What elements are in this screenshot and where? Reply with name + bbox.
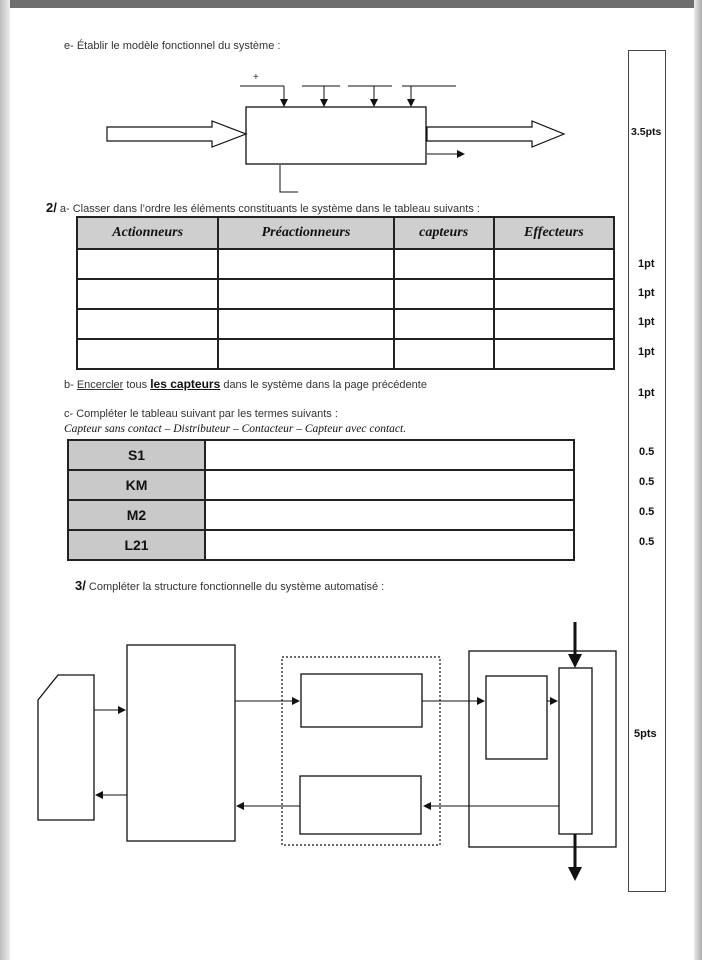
main-input-arrow: [107, 121, 246, 147]
terms-table: [67, 439, 575, 561]
answer-cell[interactable]: [205, 500, 574, 530]
answer-cell[interactable]: [218, 309, 393, 339]
bottom-lead: [280, 165, 298, 192]
answer-cell[interactable]: [494, 279, 614, 309]
points-section-3: 5pts: [634, 728, 657, 740]
points-km: 0.5: [639, 476, 655, 488]
section-2-c-text: c- Compléter le tableau suivant par les termes suivants :: [64, 408, 338, 420]
answer-cell[interactable]: [394, 279, 494, 309]
answer-cell[interactable]: [77, 249, 218, 279]
section-2-a-text: a- Classer dans l’ordre les éléments constituants le système dans le tableau suivants :: [59, 203, 480, 215]
answer-cell[interactable]: [77, 279, 218, 309]
section-2-a-line: [46, 200, 480, 215]
label-km: KM: [68, 470, 205, 500]
points-row-4: 1pt: [638, 346, 655, 358]
section-2-number: 2/: [46, 200, 57, 215]
header-actionneurs: Actionneurs: [77, 217, 218, 249]
answer-cell[interactable]: [77, 339, 218, 369]
plus-sign: +: [253, 72, 259, 83]
operative-column-box: [559, 668, 592, 834]
answer-cell[interactable]: [218, 339, 393, 369]
operative-left-box: [486, 676, 547, 759]
b-underlined-word: Encercler: [76, 379, 124, 391]
section-3-line: [75, 578, 384, 593]
table-row: [68, 530, 574, 560]
header-capteurs: capteurs: [394, 217, 494, 249]
answer-cell[interactable]: [394, 249, 494, 279]
classification-table: [76, 216, 615, 370]
table-row: [77, 279, 614, 309]
header-preactionneurs: Préactionneurs: [218, 217, 393, 249]
b-prefix: b-: [64, 379, 74, 391]
points-column: [628, 50, 666, 892]
answer-cell[interactable]: [205, 440, 574, 470]
table-row: [77, 309, 614, 339]
points-row-2: 1pt: [638, 287, 655, 299]
section-2-b-line: [64, 377, 427, 391]
answer-cell[interactable]: [218, 279, 393, 309]
b-mid: tous: [123, 379, 151, 391]
interface-upper-box: [301, 674, 422, 727]
section-2-c-terms: Capteur sans contact – Distributeur – Contacteur – Capteur avec contact.: [64, 423, 407, 435]
points-s1: 0.5: [639, 446, 655, 458]
section-e-title: e- Établir le modèle fonctionnel du système :: [64, 40, 281, 52]
functional-model-diagram: [107, 86, 564, 192]
header-effecteurs: Effecteurs: [494, 217, 614, 249]
b-bold-capteurs: les capteurs: [150, 377, 221, 391]
points-section-e: 3.5pts: [631, 126, 662, 138]
label-l21: L21: [68, 530, 205, 560]
answer-cell[interactable]: [494, 309, 614, 339]
points-m2: 0.5: [639, 506, 655, 518]
answer-cell[interactable]: [494, 339, 614, 369]
classification-header-row: [77, 217, 614, 249]
operator-console: [38, 675, 94, 820]
points-row-3: 1pt: [638, 316, 655, 328]
table-row: [68, 470, 574, 500]
structure-diagram: [38, 622, 616, 878]
section-3-text: Compléter la structure fonctionnelle du système automatisé :: [88, 581, 385, 593]
table-row: [77, 249, 614, 279]
section-3-number: 3/: [75, 578, 86, 593]
label-m2: M2: [68, 500, 205, 530]
table-row: [68, 500, 574, 530]
answer-cell[interactable]: [205, 530, 574, 560]
interface-lower-box: [300, 776, 421, 834]
system-box: [246, 107, 426, 164]
answer-cell[interactable]: [77, 309, 218, 339]
label-s1: S1: [68, 440, 205, 470]
answer-cell[interactable]: [394, 339, 494, 369]
points-row-1: 1pt: [638, 258, 655, 270]
points-section-b: 1pt: [638, 387, 655, 399]
points-l21: 0.5: [639, 536, 655, 548]
table-row: [77, 339, 614, 369]
table-row: [68, 440, 574, 470]
b-suffix: dans le système dans la page précédente: [220, 379, 427, 391]
answer-cell[interactable]: [218, 249, 393, 279]
answer-cell[interactable]: [205, 470, 574, 500]
answer-cell[interactable]: [494, 249, 614, 279]
main-output-arrow: [427, 121, 564, 147]
answer-cell[interactable]: [394, 309, 494, 339]
command-part-box: [127, 645, 235, 841]
